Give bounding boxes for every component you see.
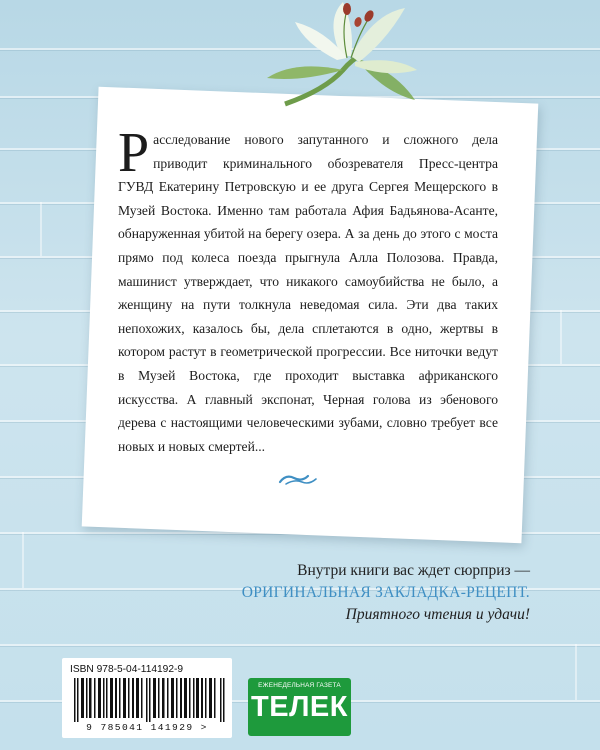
- isbn-barcode-block: [62, 658, 232, 738]
- plank-seam: [40, 202, 42, 256]
- book-description-text: асследование нового запутанного и сложного дела приводит криминального обозревателя Пресс-центра ГУВД Екатерину Петровскую и ее друга Сергея Мещерского в Музей Востока. Именно там работала Афия Бадьянова-Асанте, обнаруженная убитой на берегу озера. А за день до этого с моста прямо под колеса поезда прыгнула Алла Полозова. Правда, машинист утверждает, что никакого самоубийства не было, а женщину на пути толкнула неведомая сила. Эти два таких непохожих, казалось бы, дела сплетаются в одно, жертвы в котором растут в геометрической прогрессии. Все ниточки ведут в Музей Востока, где проходит выставка африканского искусства. А главный экспонат, Черная голова из эбенового дерева с настоящими человеческими зубами, словно требует все новых и новых смертей...: [118, 132, 498, 454]
- telek-subtitle: ЕЖЕНЕДЕЛЬНАЯ ГАЗЕТА: [258, 682, 341, 689]
- barcode-icon: [74, 678, 226, 722]
- plank-seam: [22, 532, 24, 588]
- promo-bookmark: ОРИГИНАЛЬНАЯ ЗАКЛАДКА-РЕЦЕПТ.: [241, 584, 530, 601]
- lily-flower-illustration: [255, 0, 425, 110]
- drop-cap-letter: Р: [118, 122, 150, 184]
- telek-newspaper-logo: [248, 678, 351, 736]
- plank-seam: [575, 644, 577, 700]
- promo-surprise: Внутри книги вас ждет сюрприз —: [297, 562, 530, 579]
- plank-seam: [560, 310, 562, 364]
- telek-title: ТЕЛЕК: [251, 691, 348, 723]
- barcode-digits: 9 785041 141929 >: [86, 722, 208, 733]
- book-description: [118, 122, 498, 458]
- wave-ornament-icon: [278, 472, 318, 486]
- promo-block: [130, 560, 530, 626]
- isbn-label: ISBN 978-5-04-114192-9: [70, 664, 184, 675]
- plank-line: [0, 644, 600, 646]
- promo-wish: Приятного чтения и удачи!: [345, 606, 530, 623]
